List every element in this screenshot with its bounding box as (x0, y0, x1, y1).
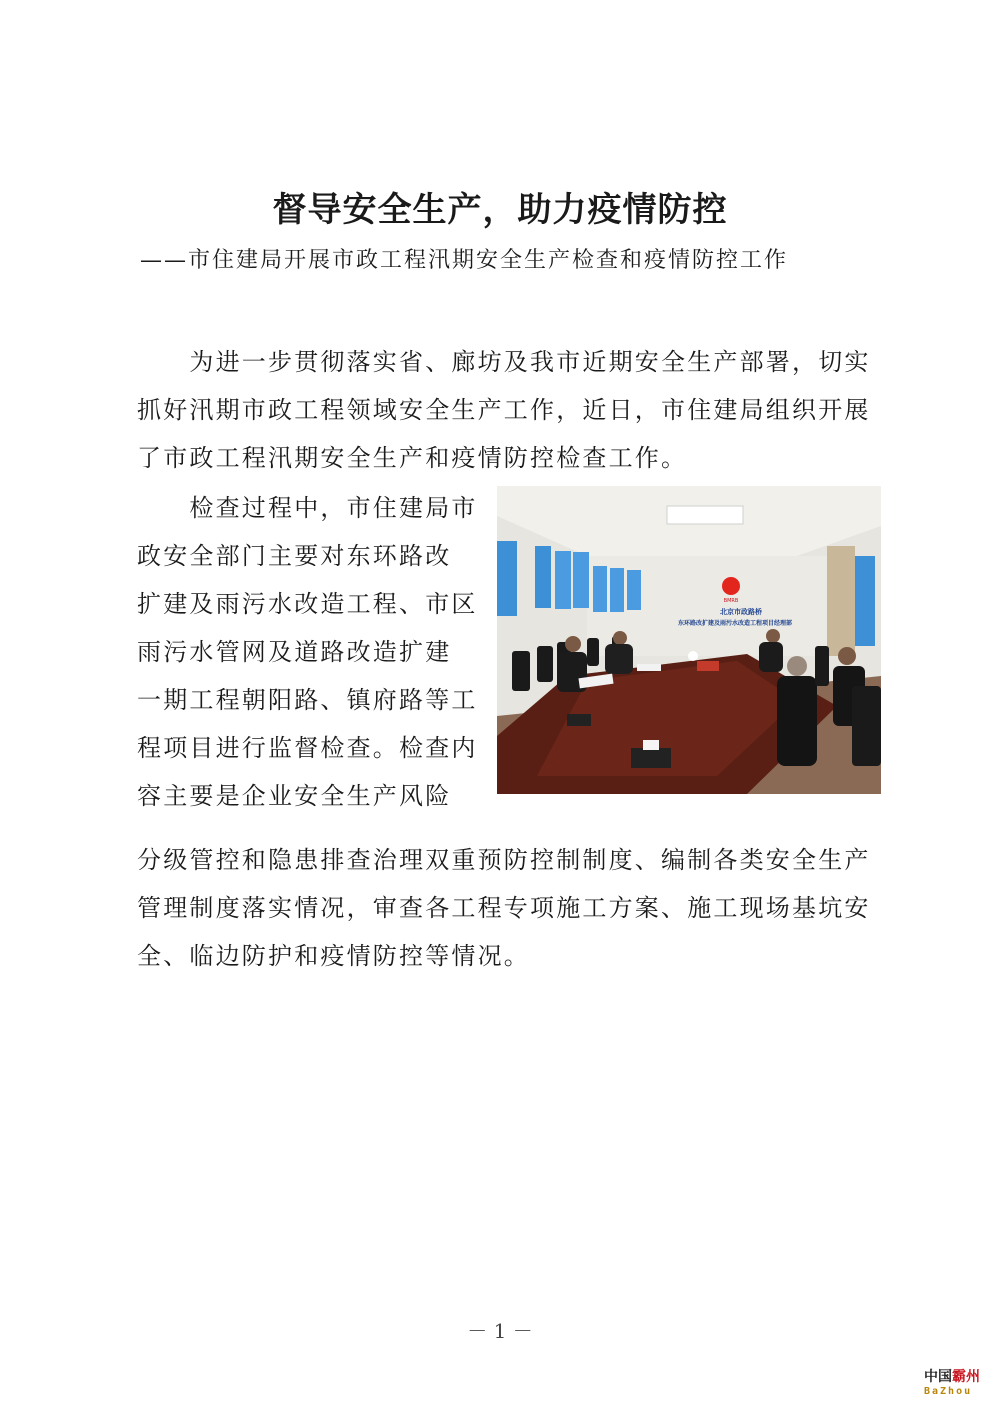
document-title: 督导安全生产，助力疫情防控 (272, 190, 728, 230)
sign-line-1: 北京市政路桥 (720, 608, 762, 616)
sign-line-2: 东环路改扩建及雨污水改造工程项目经理部 (677, 620, 793, 627)
document-subtitle: ——市住建局开展市政工程汛期安全生产检查和疫情防控工作 (140, 248, 789, 273)
paragraph-content: 分级管控和隐患排查治理双重预防控制制度、编制各类安全生产 管理制度落实情况，审查各工程专项施工方案、施工现场基坑安 全、临边防护和疫情防控等情况。 (137, 846, 871, 970)
sign-logo-icon (722, 577, 740, 595)
watermark-cn-black: 中国 (924, 1369, 952, 1385)
page-number: － 1 － (467, 1319, 533, 1343)
bazhou-watermark-logo (924, 1366, 990, 1402)
paragraph-inspection: 检查过程中，市住建局市 政安全部门主要对东环路改 扩建及雨污水改造工程、市区 雨污水管网及道路改造扩建 一期工程朝阳路、镇府路等工 程项目进行监督检查。检查内 容主要是企业安全生产风险 (137, 494, 478, 810)
paragraph-intro: 为进一步贯彻落实省、廊坊及我市近期安全生产部署，切实 抓好汛期市政工程领域安全生产工作，近日，市住建局组织开展 了市政工程汛期安全生产和疫情防控检查工作。 (137, 348, 871, 472)
watermark-cn-red: 霸州 (952, 1369, 980, 1385)
meeting-photo-illustration (497, 486, 881, 794)
sign-logo-text: BMRB (723, 598, 739, 604)
meeting-room-photo (497, 486, 881, 794)
watermark-en: BaZhou (924, 1386, 973, 1397)
